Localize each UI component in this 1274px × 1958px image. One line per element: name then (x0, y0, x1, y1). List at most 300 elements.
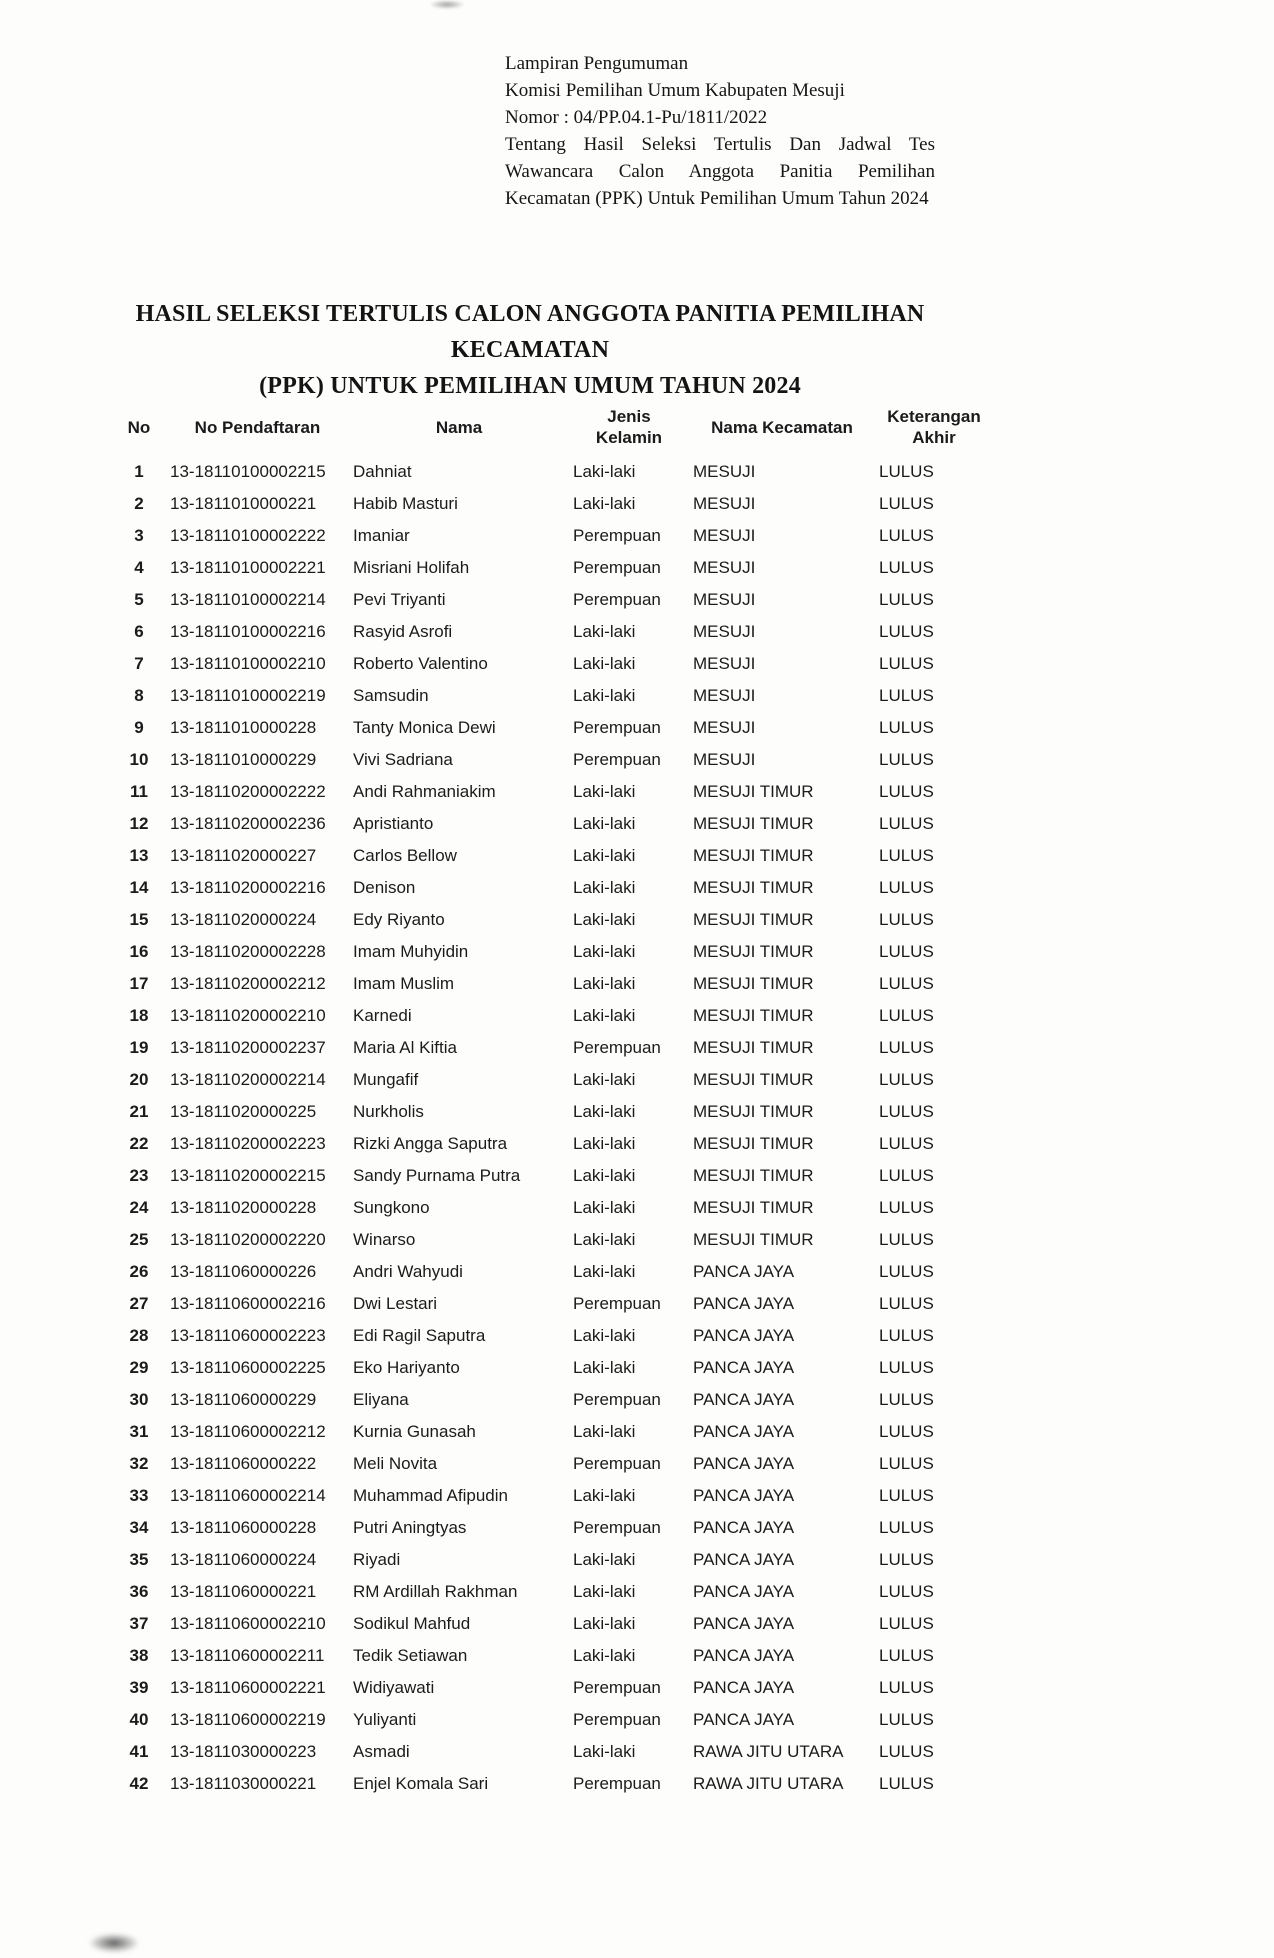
cell-no-pendaftaran: 13-18110100002219 (170, 686, 326, 705)
cell-no-pendaftaran: 13-18110100002215 (170, 462, 326, 481)
cell-nama: Asmadi (353, 1742, 410, 1761)
cell-no-pendaftaran: 13-1811060000224 (170, 1550, 317, 1569)
header-row (112, 398, 993, 456)
cell-no: 30 (129, 1390, 149, 1409)
table-row (112, 1768, 993, 1800)
annex-subject: Tentang Hasil Seleksi Tertulis Dan Jadwal Tes Wawancara Calon Anggota Panitia Pemilihan Kecamatan (PPK) Untuk Pemilihan Umum Tahun 2024 (505, 134, 935, 209)
cell-keterangan-akhir: LULUS (879, 846, 934, 865)
cell-nama: Pevi Triyanti (353, 590, 446, 609)
cell-no: 34 (129, 1518, 149, 1537)
cell-nama: Imam Muslim (353, 974, 455, 993)
cell-nama-kecamatan: MESUJI TIMUR (693, 814, 814, 833)
cell-no: 33 (129, 1486, 149, 1505)
cell-jenis-kelamin: Laki-laki (573, 1486, 636, 1505)
cell-no-pendaftaran: 13-18110600002214 (170, 1486, 326, 1505)
cell-nama: Karnedi (353, 1006, 412, 1025)
table-row (112, 1608, 993, 1640)
cell-no-pendaftaran: 13-1811030000223 (170, 1742, 317, 1761)
cell-nama-kecamatan: MESUJI (693, 750, 756, 769)
table-row (112, 1192, 993, 1224)
cell-no: 17 (129, 974, 149, 993)
cell-no-pendaftaran: 13-18110200002236 (170, 814, 326, 833)
cell-no: 20 (129, 1070, 149, 1089)
cell-no: 6 (134, 622, 144, 641)
table-row (112, 808, 993, 840)
cell-no-pendaftaran: 13-18110600002216 (170, 1294, 326, 1313)
cell-jenis-kelamin: Perempuan (573, 1518, 661, 1537)
cell-no: 36 (129, 1582, 149, 1601)
cell-nama: Muhammad Afipudin (353, 1486, 508, 1505)
cell-no: 9 (134, 718, 144, 737)
cell-jenis-kelamin: Perempuan (573, 1678, 661, 1697)
cell-no-pendaftaran: 13-18110200002215 (170, 1166, 326, 1185)
cell-jenis-kelamin: Perempuan (573, 1454, 661, 1473)
cell-jenis-kelamin: Laki-laki (573, 1582, 636, 1601)
column-header-nama-kecamatan: Nama Kecamatan (711, 417, 853, 437)
cell-no: 2 (134, 494, 144, 513)
cell-jenis-kelamin: Perempuan (573, 718, 661, 737)
table-row (112, 1224, 993, 1256)
cell-keterangan-akhir: LULUS (879, 1390, 934, 1409)
cell-keterangan-akhir: LULUS (879, 1486, 934, 1505)
cell-nama: Edi Ragil Saputra (353, 1326, 486, 1345)
cell-nama: Winarso (353, 1230, 416, 1249)
table-row (112, 1544, 993, 1576)
cell-nama: Rasyid Asrofi (353, 622, 453, 641)
cell-jenis-kelamin: Laki-laki (573, 1070, 636, 1089)
annex-line-komisi: Komisi Pemilihan Umum Kabupaten Mesuji (505, 80, 845, 101)
cell-nama-kecamatan: MESUJI (693, 494, 756, 513)
cell-jenis-kelamin: Laki-laki (573, 622, 636, 641)
cell-jenis-kelamin: Laki-laki (573, 1646, 636, 1665)
cell-no: 39 (129, 1678, 149, 1697)
cell-no: 11 (130, 782, 148, 801)
cell-nama-kecamatan: MESUJI TIMUR (693, 846, 814, 865)
page-title-line-2: (PPK) UNTUK PEMILIHAN UMUM TAHUN 2024 (259, 373, 801, 399)
cell-nama-kecamatan: PANCA JAYA (693, 1390, 795, 1409)
cell-nama-kecamatan: MESUJI TIMUR (693, 1038, 814, 1057)
cell-nama-kecamatan: MESUJI (693, 622, 756, 641)
table-row (112, 1352, 993, 1384)
cell-nama: Roberto Valentino (353, 654, 488, 673)
cell-jenis-kelamin: Laki-laki (573, 782, 636, 801)
cell-keterangan-akhir: LULUS (879, 1262, 934, 1281)
cell-jenis-kelamin: Perempuan (573, 1774, 661, 1793)
column-header-keterangan-akhir: Keterangan Akhir (887, 407, 981, 447)
cell-nama-kecamatan: PANCA JAYA (693, 1518, 795, 1537)
cell-nama: Mungafif (353, 1070, 419, 1089)
cell-jenis-kelamin: Laki-laki (573, 1614, 636, 1633)
cell-nama-kecamatan: MESUJI TIMUR (693, 1166, 814, 1185)
cell-no-pendaftaran: 13-1811060000228 (170, 1518, 317, 1537)
cell-nama-kecamatan: MESUJI (693, 686, 756, 705)
cell-no-pendaftaran: 13-18110600002219 (170, 1710, 326, 1729)
cell-no-pendaftaran: 13-18110200002210 (170, 1006, 326, 1025)
cell-jenis-kelamin: Laki-laki (573, 1326, 636, 1345)
cell-jenis-kelamin: Perempuan (573, 1390, 661, 1409)
cell-jenis-kelamin: Laki-laki (573, 654, 636, 673)
scan-artifact-bottom (88, 1933, 140, 1953)
cell-jenis-kelamin: Perempuan (573, 590, 661, 609)
cell-keterangan-akhir: LULUS (879, 1358, 934, 1377)
table-row (112, 968, 993, 1000)
cell-nama-kecamatan: PANCA JAYA (693, 1550, 795, 1569)
cell-jenis-kelamin: Perempuan (573, 558, 661, 577)
cell-keterangan-akhir: LULUS (879, 1326, 934, 1345)
cell-keterangan-akhir: LULUS (879, 1198, 934, 1217)
table-row (112, 520, 993, 552)
cell-nama: Apristianto (353, 814, 434, 833)
cell-keterangan-akhir: LULUS (879, 526, 934, 545)
cell-jenis-kelamin: Laki-laki (573, 1358, 636, 1377)
cell-jenis-kelamin: Perempuan (573, 1710, 661, 1729)
cell-nama: Meli Novita (353, 1454, 438, 1473)
cell-no: 24 (129, 1198, 149, 1217)
cell-nama: Habib Masturi (353, 494, 458, 513)
cell-no: 8 (134, 686, 144, 705)
cell-no: 1 (134, 462, 144, 481)
cell-nama-kecamatan: RAWA JITU UTARA (693, 1742, 844, 1761)
results-table-body (112, 456, 993, 1800)
column-header-no-pendaftaran: No Pendaftaran (194, 417, 321, 437)
cell-nama: Denison (353, 878, 416, 897)
cell-nama-kecamatan: PANCA JAYA (693, 1678, 795, 1697)
cell-no: 13 (129, 846, 149, 865)
cell-nama-kecamatan: PANCA JAYA (693, 1486, 795, 1505)
cell-nama-kecamatan: MESUJI TIMUR (693, 1006, 814, 1025)
annex-header (505, 50, 935, 212)
cell-nama-kecamatan: MESUJI TIMUR (693, 974, 814, 993)
cell-keterangan-akhir: LULUS (879, 1294, 934, 1313)
cell-no-pendaftaran: 13-1811060000221 (170, 1582, 317, 1601)
cell-nama: Sandy Purnama Putra (353, 1166, 521, 1185)
cell-jenis-kelamin: Laki-laki (573, 1230, 636, 1249)
cell-no-pendaftaran: 13-18110200002223 (170, 1134, 326, 1153)
column-header-no: No (127, 417, 151, 437)
table-row (112, 1416, 993, 1448)
cell-keterangan-akhir: LULUS (879, 1518, 934, 1537)
cell-keterangan-akhir: LULUS (879, 1774, 934, 1793)
table-row (112, 1320, 993, 1352)
column-header-jenis-kelamin: Jenis Kelamin (595, 407, 663, 447)
cell-no: 15 (129, 910, 149, 929)
cell-nama: Sungkono (353, 1198, 430, 1217)
cell-keterangan-akhir: LULUS (879, 462, 934, 481)
cell-no-pendaftaran: 13-1811020000228 (170, 1198, 317, 1217)
cell-nama: Maria Al Kiftia (353, 1038, 457, 1057)
cell-nama-kecamatan: PANCA JAYA (693, 1422, 795, 1441)
cell-keterangan-akhir: LULUS (879, 910, 934, 929)
cell-nama-kecamatan: MESUJI (693, 526, 756, 545)
cell-no-pendaftaran: 13-18110200002228 (170, 942, 326, 961)
cell-nama-kecamatan: PANCA JAYA (693, 1262, 795, 1281)
cell-jenis-kelamin: Laki-laki (573, 942, 636, 961)
cell-no: 26 (129, 1262, 149, 1281)
column-header-nama: Nama (435, 417, 483, 437)
cell-keterangan-akhir: LULUS (879, 590, 934, 609)
cell-no-pendaftaran: 13-1811020000227 (170, 846, 317, 865)
cell-nama-kecamatan: MESUJI TIMUR (693, 1134, 814, 1153)
cell-nama: Kurnia Gunasah (353, 1422, 476, 1441)
table-row (112, 680, 993, 712)
cell-nama: Vivi Sadriana (353, 750, 453, 769)
cell-nama: Putri Aningtyas (353, 1518, 467, 1537)
table-row (112, 1288, 993, 1320)
cell-jenis-kelamin: Perempuan (573, 1294, 661, 1313)
cell-jenis-kelamin: Perempuan (573, 526, 661, 545)
cell-jenis-kelamin: Laki-laki (573, 494, 636, 513)
cell-no-pendaftaran: 13-18110100002221 (170, 558, 326, 577)
scan-artifact-top (430, 0, 464, 9)
cell-no-pendaftaran: 13-18110100002222 (170, 526, 326, 545)
cell-nama-kecamatan: MESUJI (693, 590, 756, 609)
cell-no-pendaftaran: 13-18110600002225 (170, 1358, 326, 1377)
cell-nama-kecamatan: PANCA JAYA (693, 1646, 795, 1665)
cell-no-pendaftaran: 13-1811020000224 (170, 910, 317, 929)
cell-keterangan-akhir: LULUS (879, 1230, 934, 1249)
cell-no: 4 (134, 558, 144, 577)
cell-no-pendaftaran: 13-1811020000225 (170, 1102, 317, 1121)
cell-jenis-kelamin: Laki-laki (573, 814, 636, 833)
cell-keterangan-akhir: LULUS (879, 1614, 934, 1633)
cell-nama-kecamatan: PANCA JAYA (693, 1582, 795, 1601)
cell-no: 7 (134, 654, 144, 673)
annex-line-lampiran: Lampiran Pengumuman (505, 53, 689, 74)
cell-keterangan-akhir: LULUS (879, 782, 934, 801)
table-row (112, 1480, 993, 1512)
cell-no-pendaftaran: 13-18110200002216 (170, 878, 326, 897)
cell-jenis-kelamin: Laki-laki (573, 1422, 636, 1441)
cell-jenis-kelamin: Laki-laki (573, 1006, 636, 1025)
cell-keterangan-akhir: LULUS (879, 1134, 934, 1153)
cell-nama-kecamatan: MESUJI TIMUR (693, 1230, 814, 1249)
cell-keterangan-akhir: LULUS (879, 718, 934, 737)
cell-no: 27 (129, 1294, 149, 1313)
cell-nama-kecamatan: MESUJI (693, 462, 756, 481)
cell-no-pendaftaran: 13-1811030000221 (170, 1774, 317, 1793)
cell-keterangan-akhir: LULUS (879, 1454, 934, 1473)
cell-nama: Sodikul Mahfud (353, 1614, 471, 1633)
table-row (112, 616, 993, 648)
cell-nama-kecamatan: PANCA JAYA (693, 1326, 795, 1345)
cell-nama: Nurkholis (353, 1102, 424, 1121)
table-row (112, 1736, 993, 1768)
table-row (112, 872, 993, 904)
cell-no: 21 (129, 1102, 149, 1121)
cell-nama: Tedik Setiawan (353, 1646, 468, 1665)
table-row (112, 1640, 993, 1672)
cell-no-pendaftaran: 13-18110600002223 (170, 1326, 326, 1345)
cell-keterangan-akhir: LULUS (879, 878, 934, 897)
cell-no: 42 (129, 1774, 149, 1793)
cell-no: 19 (129, 1038, 149, 1057)
cell-nama: Tanty Monica Dewi (353, 718, 496, 737)
cell-no-pendaftaran: 13-1811060000229 (170, 1390, 317, 1409)
cell-no: 35 (129, 1550, 149, 1569)
cell-no-pendaftaran: 13-1811010000228 (170, 718, 317, 737)
cell-nama: Andi Rahmaniakim (353, 782, 496, 801)
cell-no-pendaftaran: 13-1811060000222 (170, 1454, 317, 1473)
cell-nama-kecamatan: MESUJI TIMUR (693, 1198, 814, 1217)
cell-nama-kecamatan: MESUJI (693, 558, 756, 577)
cell-no: 5 (134, 590, 144, 609)
cell-nama: Rizki Angga Saputra (353, 1134, 508, 1153)
cell-keterangan-akhir: LULUS (879, 814, 934, 833)
cell-no-pendaftaran: 13-18110200002220 (170, 1230, 326, 1249)
cell-keterangan-akhir: LULUS (879, 1550, 934, 1569)
cell-keterangan-akhir: LULUS (879, 1710, 934, 1729)
table-row (112, 1160, 993, 1192)
table-row (112, 1032, 993, 1064)
cell-no-pendaftaran: 13-18110200002212 (170, 974, 326, 993)
cell-nama-kecamatan: MESUJI (693, 654, 756, 673)
cell-no-pendaftaran: 13-18110100002214 (170, 590, 326, 609)
cell-nama-kecamatan: PANCA JAYA (693, 1614, 795, 1633)
table-row (112, 1512, 993, 1544)
table-row (112, 1448, 993, 1480)
cell-no: 12 (129, 814, 149, 833)
cell-jenis-kelamin: Laki-laki (573, 1742, 636, 1761)
table-row (112, 456, 993, 488)
table-row (112, 1384, 993, 1416)
cell-nama-kecamatan: MESUJI TIMUR (693, 1102, 814, 1121)
cell-keterangan-akhir: LULUS (879, 654, 934, 673)
cell-no: 23 (129, 1166, 149, 1185)
table-row (112, 936, 993, 968)
table-row (112, 648, 993, 680)
page-title (100, 296, 960, 404)
cell-nama-kecamatan: MESUJI TIMUR (693, 910, 814, 929)
cell-no-pendaftaran: 13-18110200002222 (170, 782, 326, 801)
cell-jenis-kelamin: Laki-laki (573, 1550, 636, 1569)
cell-nama-kecamatan: RAWA JITU UTARA (693, 1774, 844, 1793)
cell-no-pendaftaran: 13-18110600002212 (170, 1422, 326, 1441)
table-row (112, 1256, 993, 1288)
cell-no-pendaftaran: 13-18110200002214 (170, 1070, 326, 1089)
cell-keterangan-akhir: LULUS (879, 942, 934, 961)
table-row (112, 488, 993, 520)
cell-nama: Edy Riyanto (353, 910, 445, 929)
cell-nama: Yuliyanti (353, 1710, 417, 1729)
cell-keterangan-akhir: LULUS (879, 750, 934, 769)
cell-keterangan-akhir: LULUS (879, 622, 934, 641)
cell-nama-kecamatan: PANCA JAYA (693, 1294, 795, 1313)
cell-keterangan-akhir: LULUS (879, 558, 934, 577)
cell-no-pendaftaran: 13-1811010000221 (170, 494, 317, 513)
cell-keterangan-akhir: LULUS (879, 494, 934, 513)
cell-keterangan-akhir: LULUS (879, 1678, 934, 1697)
cell-no-pendaftaran: 13-18110600002211 (170, 1646, 325, 1665)
cell-no: 22 (129, 1134, 149, 1153)
table-row (112, 904, 993, 936)
cell-keterangan-akhir: LULUS (879, 1166, 934, 1185)
cell-nama: Imam Muhyidin (353, 942, 469, 961)
table-row (112, 1000, 993, 1032)
cell-nama: Carlos Bellow (353, 846, 457, 865)
page-title-line-1: HASIL SELEKSI TERTULIS CALON ANGGOTA PANITIA PEMILIHAN KECAMATAN (135, 301, 925, 363)
cell-keterangan-akhir: LULUS (879, 1006, 934, 1025)
cell-jenis-kelamin: Laki-laki (573, 1198, 636, 1217)
cell-jenis-kelamin: Laki-laki (573, 1102, 636, 1121)
cell-keterangan-akhir: LULUS (879, 1646, 934, 1665)
table-row (112, 712, 993, 744)
cell-no-pendaftaran: 13-1811010000229 (170, 750, 317, 769)
cell-no-pendaftaran: 13-18110100002216 (170, 622, 326, 641)
cell-nama: RM Ardillah Rakhman (353, 1582, 518, 1601)
cell-no: 10 (129, 750, 149, 769)
cell-nama: Riyadi (353, 1550, 401, 1569)
cell-no: 25 (129, 1230, 149, 1249)
cell-jenis-kelamin: Laki-laki (573, 1166, 636, 1185)
cell-jenis-kelamin: Laki-laki (573, 846, 636, 865)
cell-keterangan-akhir: LULUS (879, 1070, 934, 1089)
cell-jenis-kelamin: Perempuan (573, 1038, 661, 1057)
cell-no: 29 (129, 1358, 149, 1377)
cell-no-pendaftaran: 13-1811060000226 (170, 1262, 317, 1281)
cell-nama: Andri Wahyudi (353, 1262, 463, 1281)
results-table-head (112, 398, 993, 456)
cell-keterangan-akhir: LULUS (879, 1038, 934, 1057)
cell-no-pendaftaran: 13-18110600002210 (170, 1614, 326, 1633)
cell-jenis-kelamin: Laki-laki (573, 974, 636, 993)
cell-no: 31 (129, 1422, 149, 1441)
cell-nama-kecamatan: MESUJI TIMUR (693, 878, 814, 897)
cell-jenis-kelamin: Laki-laki (573, 1262, 636, 1281)
cell-keterangan-akhir: LULUS (879, 974, 934, 993)
cell-keterangan-akhir: LULUS (879, 1102, 934, 1121)
cell-nama: Enjel Komala Sari (353, 1774, 489, 1793)
table-row (112, 840, 993, 872)
cell-jenis-kelamin: Laki-laki (573, 878, 636, 897)
cell-nama-kecamatan: PANCA JAYA (693, 1454, 795, 1473)
cell-nama: Widiyawati (353, 1678, 435, 1697)
cell-no: 18 (129, 1006, 149, 1025)
cell-keterangan-akhir: LULUS (879, 1742, 934, 1761)
table-row (112, 1128, 993, 1160)
cell-nama-kecamatan: MESUJI TIMUR (693, 782, 814, 801)
table-row (112, 1576, 993, 1608)
cell-jenis-kelamin: Laki-laki (573, 1134, 636, 1153)
table-row (112, 744, 993, 776)
results-table (112, 398, 993, 1800)
cell-jenis-kelamin: Laki-laki (573, 910, 636, 929)
cell-nama-kecamatan: PANCA JAYA (693, 1710, 795, 1729)
cell-jenis-kelamin: Perempuan (573, 750, 661, 769)
cell-no: 38 (129, 1646, 149, 1665)
annex-line-nomor: Nomor : 04/PP.04.1-Pu/1811/2022 (505, 107, 768, 128)
cell-nama: Dahniat (353, 462, 412, 481)
cell-nama-kecamatan: MESUJI TIMUR (693, 1070, 814, 1089)
cell-no: 16 (129, 942, 149, 961)
cell-jenis-kelamin: Laki-laki (573, 462, 636, 481)
cell-nama: Eliyana (353, 1390, 409, 1409)
cell-no: 3 (134, 526, 144, 545)
cell-nama-kecamatan: MESUJI TIMUR (693, 942, 814, 961)
cell-no: 41 (129, 1742, 149, 1761)
table-row (112, 552, 993, 584)
table-row (112, 1064, 993, 1096)
cell-no: 14 (129, 878, 149, 897)
cell-nama: Samsudin (353, 686, 429, 705)
cell-nama-kecamatan: MESUJI (693, 718, 756, 737)
table-row (112, 1704, 993, 1736)
cell-nama: Imaniar (353, 526, 410, 545)
cell-keterangan-akhir: LULUS (879, 1422, 934, 1441)
cell-no: 37 (129, 1614, 149, 1633)
table-row (112, 776, 993, 808)
table-row (112, 584, 993, 616)
cell-nama: Dwi Lestari (353, 1294, 438, 1313)
